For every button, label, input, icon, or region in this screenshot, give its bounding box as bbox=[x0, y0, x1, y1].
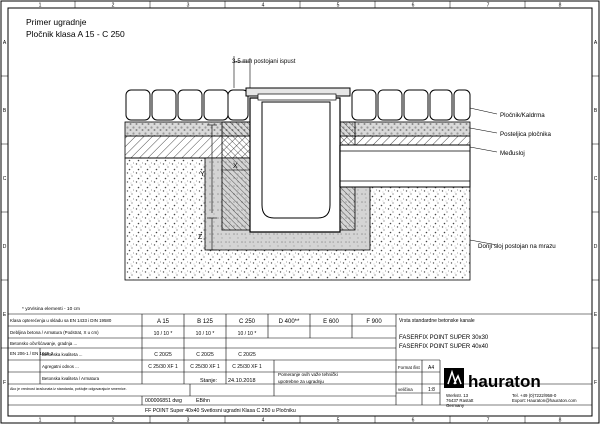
drawing-title: Primer ugradnje bbox=[26, 17, 87, 27]
row-marker-e-right: E bbox=[593, 312, 598, 318]
row-label-thickness: Debljina betona / Armatura (Podstrat, X u cm) bbox=[10, 330, 99, 335]
scale-label: veličina bbox=[398, 387, 413, 392]
class-a15: A 15 bbox=[156, 319, 170, 325]
callout-protrusion: 3-5 mm postojani ispust bbox=[232, 59, 296, 65]
col-marker-3: 3 bbox=[186, 2, 190, 9]
row-marker-d-right: D bbox=[593, 244, 598, 250]
col-marker-5-bottom: 5 bbox=[336, 417, 340, 424]
col-marker-3-bottom: 3 bbox=[186, 417, 190, 424]
dim-y-label: Y bbox=[200, 171, 205, 178]
state-date: 24.10.2018 bbox=[228, 378, 256, 384]
col-marker-7: 7 bbox=[486, 2, 490, 9]
label-subgrade: Donji sloj postojan na mrazu bbox=[478, 243, 556, 250]
concrete-c250: C 20/25 bbox=[238, 352, 256, 358]
col-marker-5: 5 bbox=[336, 2, 340, 9]
note-line-2: upotrebne za ugradnju bbox=[278, 379, 324, 384]
thickness-b125: 10 / 10 * bbox=[195, 331, 215, 337]
col-marker-8: 8 bbox=[558, 2, 562, 9]
company-address-1: Werkstr. 13 bbox=[446, 393, 469, 398]
company-address-2: 76437 Rastatt bbox=[446, 398, 474, 403]
class-c250: C 250 bbox=[238, 319, 256, 325]
dim-x-label: X bbox=[233, 163, 238, 170]
row-marker-c-right: C bbox=[593, 176, 598, 182]
col-marker-1: 1 bbox=[38, 2, 42, 9]
label-paver: Pločnik/Kaldrma bbox=[500, 112, 545, 119]
note-block: Ako je vrednost izračunata iz standarda, poštujte odgovarajuće smernice. bbox=[10, 387, 127, 391]
exposure-c250: C 25/30 XF 1 bbox=[232, 364, 262, 370]
state-label: Stanje: bbox=[200, 378, 218, 384]
concrete-b125: C 20/25 bbox=[196, 352, 214, 358]
row-label-concrete: Betonska kvaliteta ... bbox=[42, 352, 83, 357]
row-sub-label-1: EN 206-1 / EN 1045-2 bbox=[10, 351, 54, 356]
company-phone: Tel. +49 (0)7222/958-0 bbox=[512, 393, 557, 398]
format-value: A4 bbox=[428, 365, 435, 371]
class-e600: E 600 bbox=[323, 319, 339, 325]
col-marker-1-bottom: 1 bbox=[38, 417, 42, 424]
concrete-haunch-left bbox=[222, 122, 250, 230]
drawn-by: EBihn bbox=[196, 398, 210, 404]
row-label-load-class: Klasa opterećenja u skladu sa EN 1433 i DIN 19580 bbox=[10, 318, 112, 323]
dim-z-label: Z bbox=[198, 234, 203, 241]
company-logo bbox=[444, 368, 541, 391]
label-base: Međusloj bbox=[500, 150, 525, 157]
row-marker-e: E bbox=[2, 312, 7, 318]
note-line-1: Pomeranje ovih važe tehnički bbox=[278, 372, 338, 377]
company-address-3: Germany bbox=[446, 403, 465, 408]
row-marker-a-right: A bbox=[593, 40, 598, 46]
scale-value: 1:8 bbox=[428, 387, 435, 393]
format-label: Format /list bbox=[398, 365, 420, 370]
class-d400: D 400** bbox=[278, 319, 300, 325]
row-marker-b: B bbox=[2, 108, 7, 114]
thickness-a15: 10 / 10 * bbox=[153, 331, 173, 337]
exposure-b125: C 25/30 XF 1 bbox=[190, 364, 220, 370]
row-marker-c: C bbox=[2, 176, 7, 182]
logo-text: hauraton bbox=[468, 372, 541, 391]
drawing-subtitle: Pločnik klasa A 15 - C 250 bbox=[26, 29, 125, 39]
row-sub-label-2: Agregatni odnos ... bbox=[42, 364, 79, 369]
row-marker-f: F bbox=[2, 380, 7, 386]
product-header: Vrsta standardne betonske kanale bbox=[399, 318, 475, 324]
col-marker-8-bottom: 8 bbox=[558, 417, 562, 424]
col-marker-4-bottom: 4 bbox=[261, 417, 265, 424]
row-marker-d: D bbox=[2, 244, 7, 250]
exposure-a15: C 25/30 XF 1 bbox=[148, 364, 178, 370]
footer-description: FF POINT Super 40x40 Svetlosni ugradni Klasa C 250 u Pločniku bbox=[145, 408, 296, 414]
footnote: * y≥Visina elementi - 10 cm bbox=[22, 307, 80, 312]
company-email: Export: Hauraton@hauraton.com bbox=[512, 398, 577, 403]
row-marker-f-right: F bbox=[593, 380, 598, 386]
row-label-exposure: Betonska kvaliteta / Armatura bbox=[42, 376, 100, 381]
class-b125: B 125 bbox=[197, 319, 213, 325]
row-marker-a: A bbox=[2, 40, 7, 46]
col-marker-2-bottom: 2 bbox=[111, 417, 115, 424]
channel-inner bbox=[262, 102, 330, 218]
row-label-hardening: Betonsko očvršćavanje, gradnja ... bbox=[10, 341, 78, 346]
col-marker-4: 4 bbox=[261, 2, 265, 9]
col-marker-6-bottom: 6 bbox=[411, 417, 415, 424]
row-marker-b-right: B bbox=[593, 108, 598, 114]
concrete-a15: C 20/25 bbox=[154, 352, 172, 358]
thickness-c250: 10 / 10 * bbox=[237, 331, 257, 337]
class-f900: F 900 bbox=[366, 319, 382, 325]
drawing-number: 000006851 dwg bbox=[145, 398, 182, 404]
col-marker-6: 6 bbox=[411, 2, 415, 9]
product-line-1: FASERFIX POINT SUPER 30x30 bbox=[399, 335, 489, 341]
grating-frame bbox=[258, 94, 336, 100]
col-marker-7-bottom: 7 bbox=[486, 417, 490, 424]
col-marker-2: 2 bbox=[111, 2, 115, 9]
label-bedding: Posteljica pločnika bbox=[500, 131, 551, 138]
product-line-2: FASERFIX POINT SUPER 40x40 bbox=[399, 344, 489, 350]
